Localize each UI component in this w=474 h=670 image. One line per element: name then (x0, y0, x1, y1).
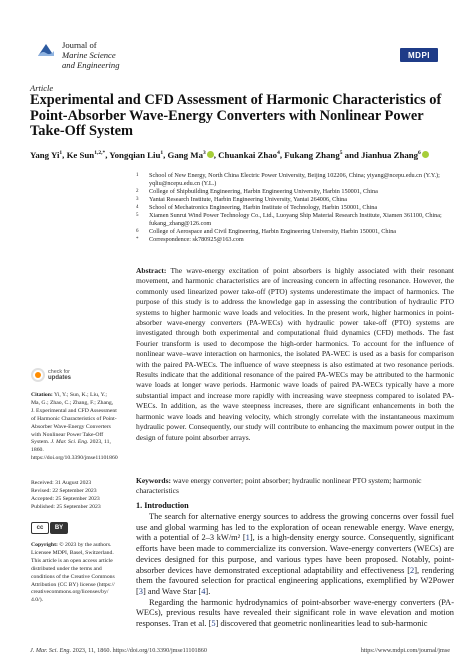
author-name[interactable]: Yongqian Liu (109, 150, 161, 160)
copyright-text: © 2023 by the authors. Licensee MDPI, Basel, Switzerland. This article is an open access article distributed under the terms and conditions of the Creative Commons Attribution (CC BY) license (https:// creativecommons.org/licenses/by/ 4.0/). (31, 542, 115, 604)
paper-title: Experimental and CFD Assessment of Harmonic Characteristics of Point-Absorber Wave-Energy Converters with Nonlinear Power Take-Off System (30, 92, 442, 139)
reference-link[interactable]: 2 (410, 565, 415, 575)
accepted-date: Accepted: 25 September 2023 (31, 495, 100, 502)
author-name[interactable]: Yang Yi (30, 150, 60, 160)
copyright-label: Copyright: (31, 542, 58, 548)
check-updates-icon (31, 368, 45, 382)
publication-dates (31, 480, 117, 512)
journal-name: Journal of Marine Science and Engineering (62, 40, 120, 70)
reference-link[interactable]: 1 (245, 533, 250, 543)
affiliation-item: 5 Xiamen Sunrui Wind Power Technology Co., Ltd., Luoyang Ship Material Research Institute, Xiamen 361100, China; fukang_zhang@126.com (136, 212, 442, 227)
citation-journal: J. Mar. Sci. Eng. (50, 439, 89, 446)
paragraph: The search for alternative energy sources to address the growing concerns over fossil fuel use and global warming has led to the exploration of ocean renewable energy. Wave energy, with a potential of 2–3 kW/m² [1], is a high-density energy source. Consequently, significant efforts have been made to commercialize its conversion. Wave-energy converters (WECs) are devices designed for this purpose, and various types have been proposed. Notably, point-absorber devices have demonstrated exceptional adaptability and effectiveness [2], rendering them the favoured selection for practical engineering applications, exemplified by W2Power [3] and Wave Star [4]. (136, 512, 455, 596)
reference-link[interactable]: 4 (201, 586, 206, 596)
abstract-label: Abstract: (136, 266, 167, 275)
correspondence: * Correspondence: sk780925@163.com (136, 236, 244, 243)
introduction-body (136, 512, 454, 630)
affiliation-item: 6 College of Aerospace and Civil Engineering, Harbin Engineering University, Harbin 150001, China (136, 228, 397, 235)
keywords-text: wave energy converter; point absorber; hydraulic nonlinear PTO system; harmonic characteristics (136, 476, 422, 496)
author-name[interactable]: Jianhua Zhang (361, 150, 419, 160)
affiliation-item: 2 College of Shipbuilding Engineering, Harbin Engineering University, Harbin 150001, China (136, 188, 378, 195)
author-name[interactable]: Fukang Zhang (284, 150, 340, 160)
citation-year: 2023, 11, 1860. (31, 439, 111, 454)
journal-wave-logo-icon (36, 40, 56, 60)
footer-journal-url[interactable]: https://www.mdpi.com/journal/jmse (360, 647, 450, 654)
author-name[interactable]: Gang Ma (167, 150, 203, 160)
article-type: Article (30, 83, 54, 93)
citation-label: Citation: (31, 392, 53, 398)
affiliation-item: 4 School of Mechatronics Engineering, Harbin Institute of Technology, Harbin 150001, China (136, 204, 378, 211)
citation-block (31, 392, 117, 463)
check-for-updates-badge[interactable]: check for updates (31, 368, 71, 382)
author-name[interactable]: Ke Sun (66, 150, 95, 160)
affiliations (136, 172, 456, 244)
page-footer (30, 647, 450, 654)
footer-journal: J. Mar. Sci. Eng. (30, 647, 72, 654)
keywords (136, 476, 454, 497)
paragraph: Regarding the harmonic hydrodynamics of point-absorber wave-energy converters (PA-WECs), previous results have revealed their significant role in wave elevation and motion responses. Tran et al. [5] discovered that geometric nonlinearities lead to sub-harmonic (136, 597, 454, 629)
citation-text: Yi, Y.; Sun, K.; Liu, Y.; Ma, G.; Zhao, C.; Zhang, F.; Zhang, J. Experimental and CFD Assessment of Harmonic Characteristics of Point-Absorber Wave-Energy Converters with Nonlinear Power Take-Off System. (31, 392, 117, 446)
page-header (0, 0, 474, 78)
author-name[interactable]: Chuankai Zhao (218, 150, 278, 160)
cc-by-license-icon[interactable] (31, 522, 69, 534)
keywords-label: Keywords: (136, 476, 171, 485)
abstract (136, 266, 454, 443)
reference-link[interactable]: 3 (138, 586, 143, 596)
reference-link[interactable]: 5 (211, 619, 216, 629)
mdpi-logo: MDPI (400, 48, 438, 62)
author-list: Yang Yi$^1$, Ke Sun$^{1,2,*}$, Yongqian Liu$^1$, Gang Ma$^3$ , Chuankai Zhao$^4$, Fukang Zhang$^5$ and Jianhua Zhang$^6$ (30, 150, 450, 160)
orcid-icon[interactable] (422, 151, 429, 158)
revised-date: Revised: 22 September 2023 (31, 487, 97, 494)
abstract-text: The wave-energy excitation of point absorbers is highly associated with their resonant movement, and harmonic characteristics are of increasing concern in affecting resonance. However, the commonly used linearized power take-off (PTO) systems underestimate the impact of harmonics. The purpose of this study is to address the knowledge gap in assessing the contribution of hydraulic PTO systems to higher harmonic wave loads and velocities. In the present work, higher harmonics in point-absorber wave-energy converters (PA-WECs) with hydraulic power take-off (PTO) systems are investigated through both experimental and computational fluid dynamics (CFD) methods. The fast Fourier transform is used to decompose the high-order harmonics. To account for the influence of nonlinear wave–wave interaction on harmonics, the isolated PA-WEC is used as a basis for comparison with the paired PA-WECs. The influence of wave steepness is also estimated at two resonance periods. Results indicate that the additional resonance of the paired PA-WECs may be attributed to the harmonic wave loads at longer wave periods. Harmonic wave loads of paired PA-WECs typically have a more substantial impact and increase more rapidly with increasing wave steepness compared to isolated PA-WECs. In addition, as the wave steepness increases, there are significant enhancements in both the harmonic wave loads and heaving velocity, which strongly correlate with the instantaneous maximum hydraulic power. Consequently, our study will contribute to enhancing the maximum power output in the design of future point absorber arrays. (136, 266, 454, 442)
copyright-block (31, 542, 117, 605)
section-heading-introduction: 1. Introduction (136, 501, 189, 510)
citation-doi-link[interactable]: https://doi.org/10.3390/jmse11101860 (31, 455, 118, 462)
affiliation-item: 3 Yantai Research Institute, Harbin Engineering University, Yantai 264006, China (136, 196, 347, 203)
by-icon: BY (50, 522, 68, 534)
orcid-icon[interactable] (207, 151, 214, 158)
affiliation-item: 1 School of New Energy, North China Electric Power University, Beijing 102206, China; yiyang@ncepu.edu.cn (Y.Y.); yqliu@ncepu.edu.cn (Y.L.) (136, 172, 440, 187)
footer-citation[interactable]: 2023, 11, 1860. https://doi.org/10.3390/jmse11101860 (72, 647, 207, 654)
received-date: Received: 31 August 2023 (31, 480, 92, 486)
published-date: Published: 25 September 2023 (31, 503, 101, 510)
cc-icon: cc (31, 522, 49, 534)
